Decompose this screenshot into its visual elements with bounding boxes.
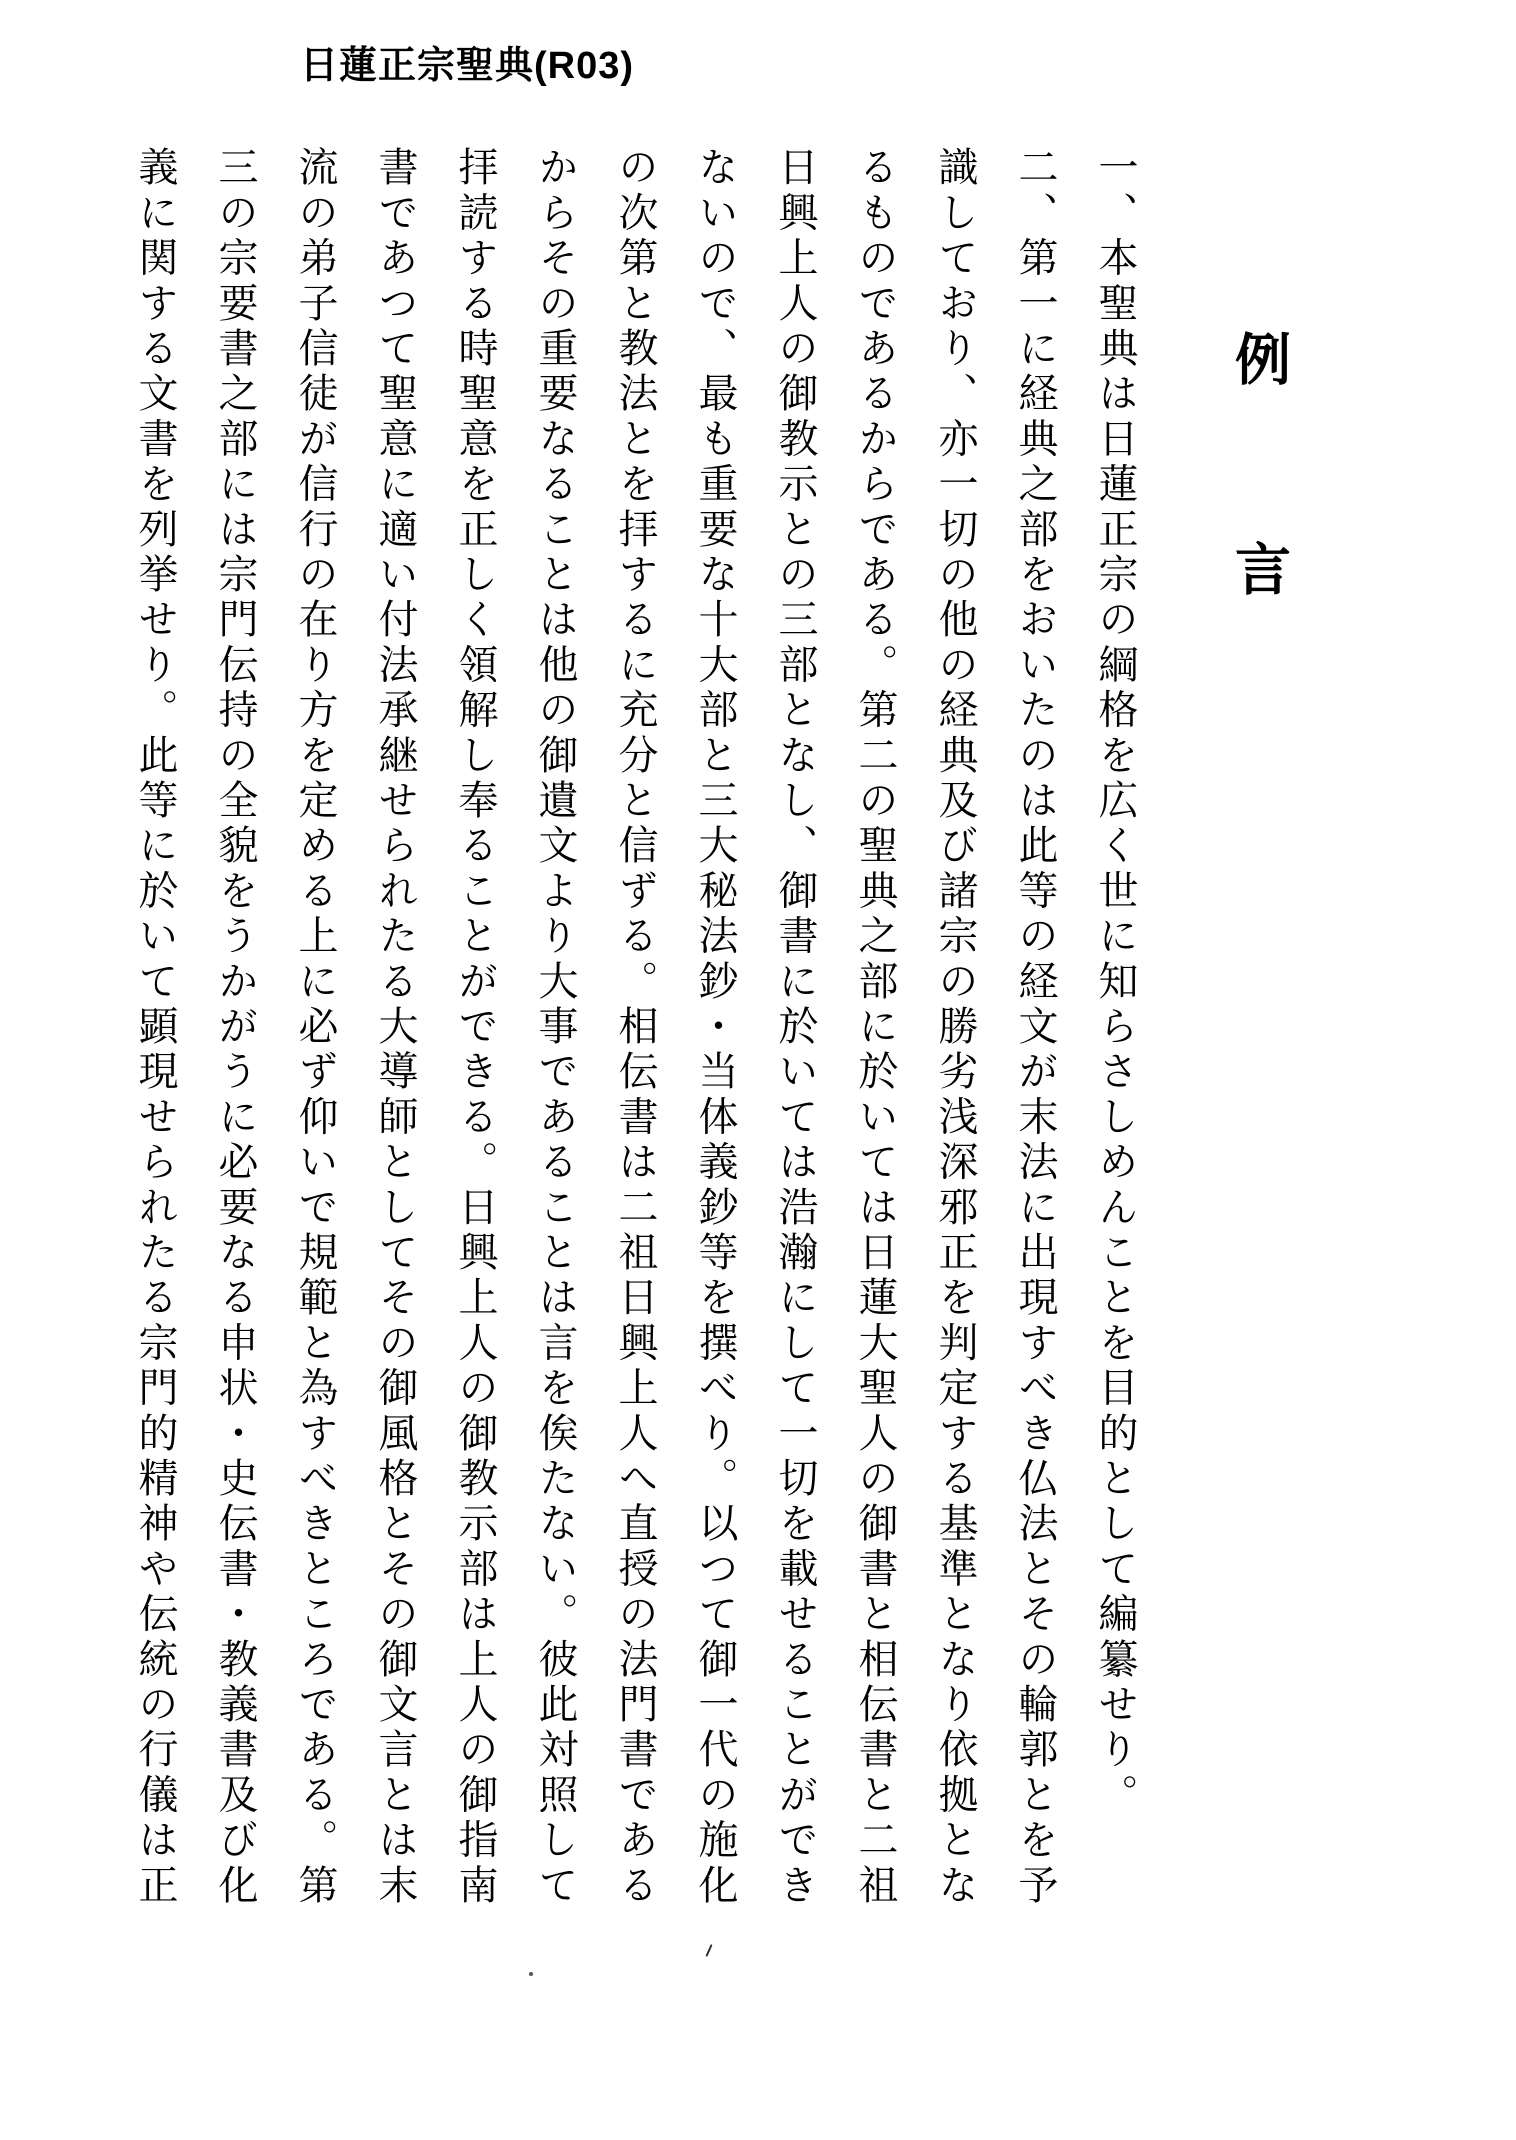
text-column: 拝読する時聖意を正しく領解し奉ることができる。日興上人の御教示部は上人の御指南 (453, 146, 498, 1909)
scan-speck (529, 1972, 533, 1976)
scan-speck (705, 1944, 712, 1957)
text-column: 日興上人の御教示との三部となし、御書に於いては浩瀚にして一切を載せることができ (773, 146, 818, 1909)
text-column: 識しており、亦一切の他の経典及び諸宗の勝劣浅深邪正を判定する基準となり依拠とな (933, 146, 978, 1909)
page-title: 例言 (1227, 330, 1289, 750)
text-column: 二、第一に経典之部をおいたのは此等の経文が末法に出現すべき仏法とその輪郭とを予 (1013, 146, 1058, 1909)
text-column: の次第と教法とを拝するに充分と信ずる。相伝書は二祖日興上人へ直授の法門書である (613, 146, 658, 1909)
text-column: ないので、最も重要な十大部と三大秘法鈔・当体義鈔等を撰べり。以つて御一代の施化 (693, 146, 738, 1909)
text-column: 義に関する文書を列挙せり。此等に於いて顕現せられたる宗門的精神や伝統の行儀は正 (133, 146, 178, 1909)
text-column: 三の宗要書之部には宗門伝持の全貌をうかがうに必要なる申状・史伝書・教義書及び化 (213, 146, 258, 1909)
text-column: 一、本聖典は日蓮正宗の綱格を広く世に知らさしめんことを目的として編纂せり。 (1093, 146, 1138, 1819)
document-header: 日蓮正宗聖典(R03) (300, 45, 635, 87)
body-text (115, 146, 1155, 1938)
text-column: からその重要なることは他の御遺文より大事であることは言を俟たない。彼此対照して (533, 146, 578, 1909)
text-column: 流の弟子信徒が信行の在り方を定める上に必ず仰いで規範と為すべきところである。第 (293, 146, 338, 1909)
text-column: 書であつて聖意に適い付法承継せられたる大導師としてその御風格とその御文言とは末 (373, 146, 418, 1909)
text-column: るものであるからである。第二の聖典之部に於いては日蓮大聖人の御書と相伝書と二祖 (853, 146, 898, 1909)
